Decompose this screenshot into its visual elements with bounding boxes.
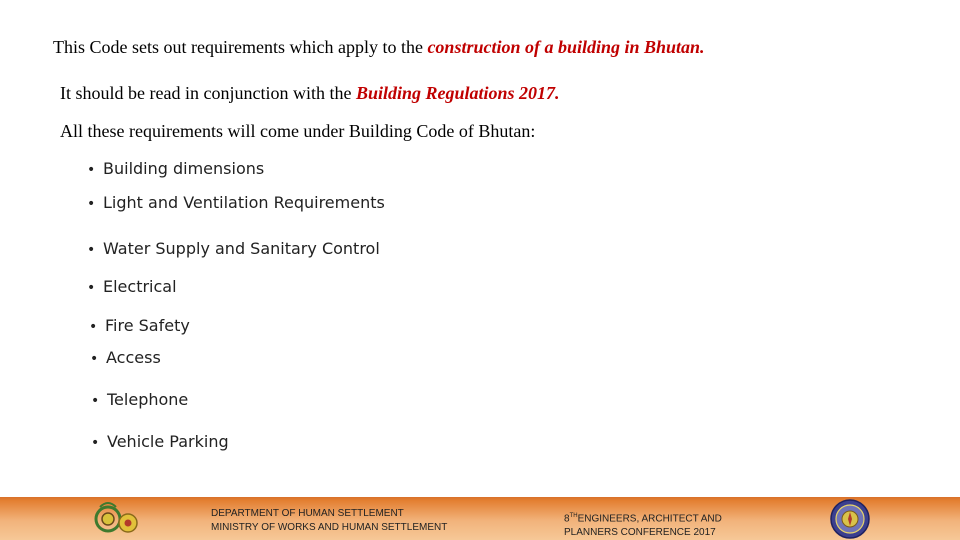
code-text: All these requirements will come under Building Code of Bhutan: — [60, 121, 536, 141]
conference-label: 8THENGINEERS, ARCHITECT AND PLANNERS CONFERENCE 2017 — [564, 513, 722, 539]
list-item: • Fire Safety — [89, 316, 190, 335]
footer-bar — [0, 497, 960, 540]
bullet-icon: • — [89, 319, 98, 335]
list-item: • Light and Ventilation Requirements — [87, 193, 385, 212]
national-emblem-icon — [94, 499, 142, 539]
bullet-icon: • — [91, 435, 100, 451]
intro-text: This Code sets out requirements which apply to the — [53, 37, 428, 57]
bullet-icon: • — [87, 196, 96, 212]
bullet-icon: • — [91, 393, 100, 409]
bullet-icon: • — [87, 280, 96, 296]
list-item: • Electrical — [87, 277, 177, 296]
list-item: • Telephone — [91, 390, 189, 409]
code-paragraph — [60, 121, 535, 142]
list-item: • Vehicle Parking — [91, 432, 229, 451]
bullet-icon: • — [90, 351, 99, 367]
bullet-icon: • — [87, 242, 96, 258]
list-item: • Building dimensions — [87, 159, 265, 178]
intro-paragraph — [53, 37, 705, 58]
ministry-seal-icon — [828, 499, 872, 539]
list-item: • Access — [90, 348, 161, 367]
list-item: • Water Supply and Sanitary Control — [87, 239, 380, 258]
department-label: DEPARTMENT OF HUMAN SETTLEMENT MINISTRY OF WORKS AND HUMAN SETTLEMENT — [211, 508, 448, 533]
regulations-text: It should be read in conjunction with the — [60, 83, 356, 103]
regulations-highlight: Building Regulations 2017. — [355, 83, 560, 103]
regulations-paragraph — [60, 83, 560, 104]
intro-highlight: construction of a building in Bhutan. — [427, 37, 705, 57]
bullet-icon: • — [87, 162, 96, 178]
